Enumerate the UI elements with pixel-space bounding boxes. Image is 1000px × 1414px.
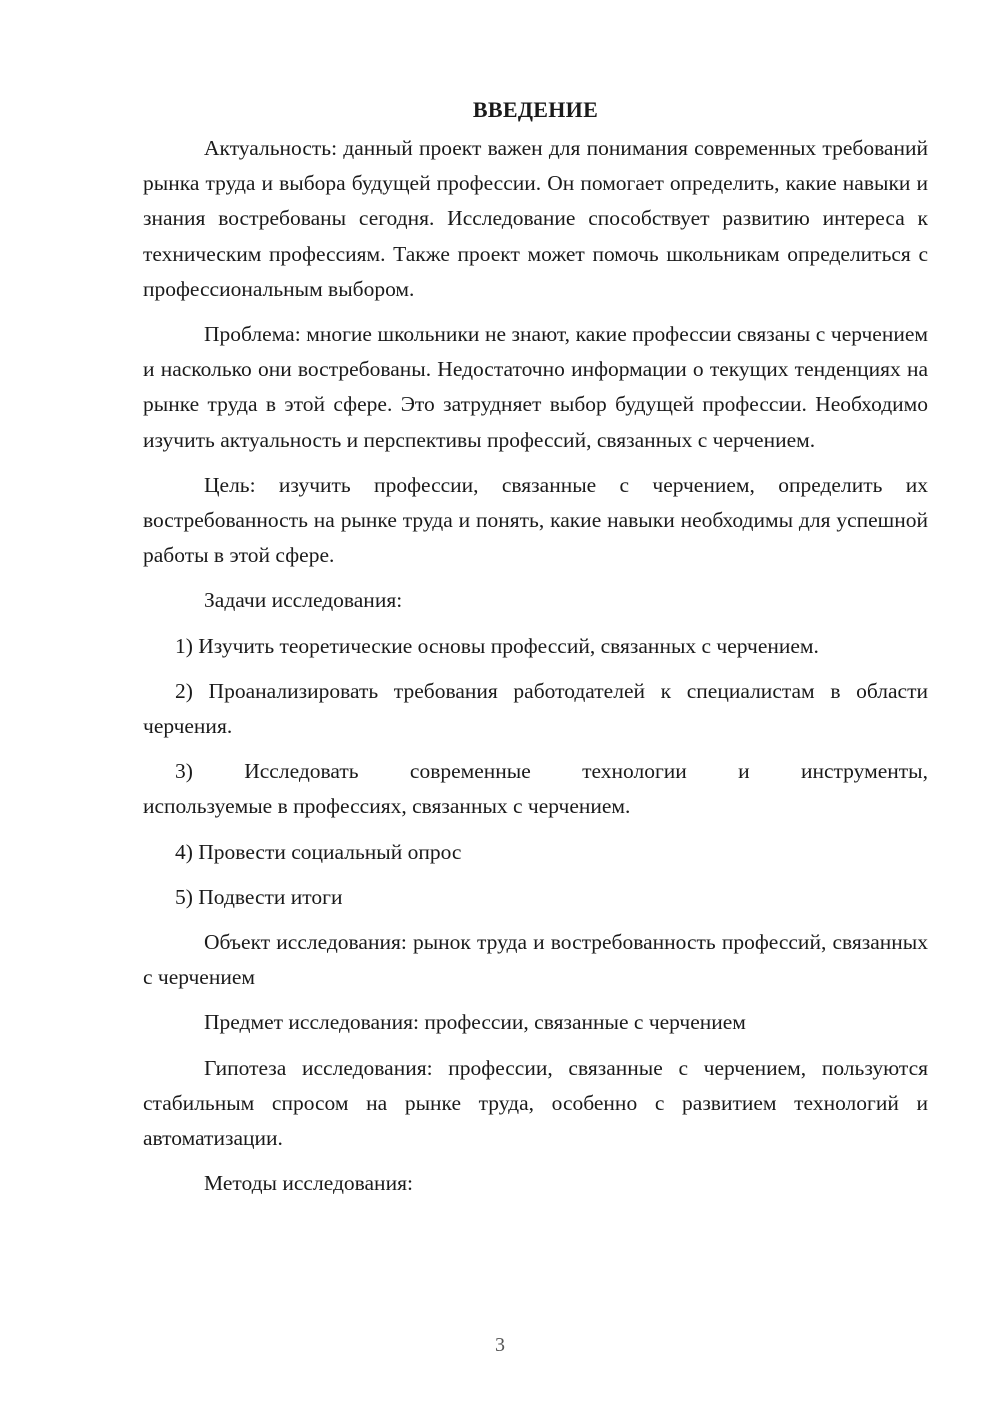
task-item-1: 1) Изучить теоретические основы профессий, связанных с черчением. [175, 633, 819, 658]
tasks-heading: Задачи исследования: [204, 588, 403, 613]
goal-paragraph: Цель: изучить профессии, связанные с черчением, определить их востребованность на рынке труда и понять, какие навыки необходимы для успешной работы в этой сфере. [143, 472, 928, 568]
task-item-3-second-line: используемые в профессиях, связанных с черчением. [143, 794, 631, 819]
page-number: 3 [495, 1334, 505, 1356]
methods-heading: Методы исследования: [204, 1171, 413, 1196]
relevance-paragraph: Актуальность: данный проект важен для понимания современных требований рынка труда и выбора будущей профессии. Он помогает определить, какие навыки и знания востребованы сегодня. Исследование способствует развитию интереса к техническим профессиям. Также проект может помочь школьникам определиться с профессиональным выбором. [143, 136, 928, 301]
task-item-3-word: инструменты, [800, 759, 928, 784]
task-item-3-word: и [738, 759, 750, 784]
hypothesis-paragraph: Гипотеза исследования: профессии, связанные с черчением, пользуются стабильным спросом на рынке труда, особенно с развитием технологий и автоматизации. [143, 1055, 928, 1151]
task-item-4: 4) Провести социальный опрос [175, 839, 462, 864]
object-paragraph: Объект исследования: рынок труда и востребованность профессий, связанных с черчением [143, 930, 928, 990]
task-item-3-word: современные [409, 759, 531, 784]
document-page [143, 92, 928, 1201]
subject-paragraph: Предмет исследования: профессии, связанные с черчением [204, 1010, 746, 1035]
problem-paragraph: Проблема: многие школьники не знают, какие профессии связаны с черчением и насколько они востребованы. Недостаточно информации о текущих тенденциях на рынке труда в этой сфере. Это затрудняет выбор будущей профессии. Необходимо изучить актуальность и перспективы профессий, связанных с черчением. [143, 322, 928, 452]
task-item-2: 2) Проанализировать требования работодателей к специалистам в области черчения. [143, 678, 928, 739]
task-item-3 [143, 754, 928, 824]
task-item-3-word: технологии [582, 759, 687, 784]
task-item-3-word: 3) [175, 759, 193, 784]
task-item-3-word: Исследовать [244, 759, 359, 784]
section-title: ВВЕДЕНИЕ [472, 97, 599, 122]
task-item-3-first-line [143, 754, 928, 789]
task-item-5: 5) Подвести итоги [175, 884, 343, 909]
